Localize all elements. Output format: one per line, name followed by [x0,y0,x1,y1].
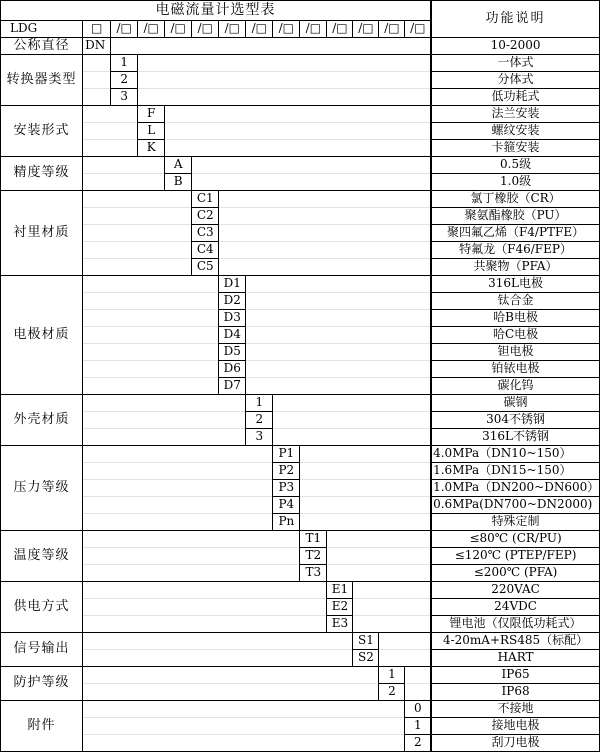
option-code-cell: 3 [246,429,273,446]
option-code-cell: T3 [300,565,327,582]
spacer-cell [83,735,405,752]
table-row [1,633,600,650]
section-label: 防护等级 [1,667,83,701]
option-description-cell: 氯丁橡胶（CR） [431,191,599,208]
table-row [1,718,600,735]
spacer-cell [83,89,111,106]
section-label: 压力等级 [1,446,83,531]
spacer-cell [83,565,300,582]
spacer-cell [138,55,431,72]
table-row [1,174,600,191]
model-code-slot: /□ [192,21,219,38]
model-prefix: LDG [1,21,83,38]
option-description-cell: 0.5级 [431,157,599,174]
table-row [1,225,600,242]
spacer-cell [379,633,431,650]
option-code-cell: K [138,140,165,157]
table-row [1,276,600,293]
option-description-cell: 聚氨酯橡胶（PU） [431,208,599,225]
model-code-slot: /□ [379,21,405,38]
option-code-cell: D3 [219,310,246,327]
option-description-cell: 法兰安装 [431,106,599,123]
spacer-cell [327,548,431,565]
spacer-cell [327,565,431,582]
option-code-cell: D7 [219,378,246,395]
page-title: 电磁流量计选型表 [155,1,276,18]
spacer-cell [219,242,431,259]
model-code-slot: /□ [165,21,192,38]
spacer-cell [83,582,327,599]
table-row [1,684,600,701]
spacer-cell [83,395,246,412]
table-row [1,412,600,429]
model-code-slot: /□ [219,21,246,38]
option-description-cell: 316L不锈钢 [431,429,599,446]
table-row [1,208,600,225]
spacer-cell [83,293,219,310]
option-code-cell: P1 [273,446,300,463]
table-row [1,293,600,310]
option-code-cell: E1 [327,582,353,599]
option-code-cell: P4 [273,497,300,514]
option-code-cell: 3 [111,89,138,106]
spacer-cell [165,140,431,157]
model-code-slot: /□ [405,21,431,38]
spacer-cell [83,259,192,276]
table-row [1,395,600,412]
spacer-cell [83,463,273,480]
table-row [1,361,600,378]
option-description-cell: 不接地 [431,701,599,718]
section-label: 温度等级 [1,531,83,582]
spacer-cell [83,429,246,446]
model-code-slot: /□ [138,21,165,38]
spacer-cell [405,667,431,684]
spacer-cell [83,650,353,667]
table-row [1,480,600,497]
option-code-cell: F [138,106,165,123]
section-label: 公称直径 [1,38,83,55]
spacer-cell [246,378,431,395]
table-row [1,531,600,548]
spacer-cell [83,55,111,72]
option-code-cell: S2 [353,650,379,667]
spacer-cell [219,225,431,242]
option-code-cell: L [138,123,165,140]
option-code-cell: C4 [192,242,219,259]
spacer-cell [138,89,431,106]
option-description-cell: IP65 [431,667,599,684]
option-code-cell: B [165,174,192,191]
model-code-box: □ [83,21,111,38]
table-row [1,582,600,599]
option-code-cell: D2 [219,293,246,310]
table-row [1,463,600,480]
table-row [1,89,600,106]
section-label: 转换器类型 [1,55,83,106]
spacer-cell [246,361,431,378]
spacer-cell [165,123,431,140]
option-description-cell: 220VAC [431,582,599,599]
spacer-cell [405,684,431,701]
table-row [1,327,600,344]
spacer-cell [83,412,246,429]
spacer-cell [83,140,138,157]
section-label: 电极材质 [1,276,83,395]
table-row [1,140,600,157]
spacer-cell [219,191,431,208]
option-code-cell: 2 [405,735,431,752]
option-code-cell: 2 [111,72,138,89]
option-code-cell: 2 [246,412,273,429]
option-description-cell: 接地电极 [431,718,599,735]
option-description-cell: 1.0MPa（DN200~DN600） [431,480,599,497]
spacer-cell [83,684,379,701]
option-code-cell: D6 [219,361,246,378]
section-label: 安装形式 [1,106,83,157]
spacer-cell [83,72,111,89]
option-code-cell: C1 [192,191,219,208]
table-row [1,599,600,616]
table-row [1,446,600,463]
spacer-cell [83,191,192,208]
spacer-cell [83,701,405,718]
section-label: 供电方式 [1,582,83,633]
option-code-cell: E2 [327,599,353,616]
option-description-cell: ≤80℃ (CR/PU) [431,531,599,548]
table-row [1,191,600,208]
option-code-cell: Pn [273,514,300,531]
table-row [1,548,600,565]
option-description-cell: 0.6MPa(DN700~DN2000) [431,497,599,514]
spacer-cell [300,446,431,463]
spacer-cell [246,276,431,293]
spacer-cell [111,38,431,55]
option-description-cell: 304不锈钢 [431,412,599,429]
spacer-cell [300,463,431,480]
option-description-cell: 1.0级 [431,174,599,191]
spacer-cell [300,497,431,514]
option-description-cell: 螺纹安装 [431,123,599,140]
option-description-cell: 哈B电极 [431,310,599,327]
option-code-cell: A [165,157,192,174]
option-description-cell: 10-2000 [431,38,599,55]
spacer-cell [300,514,431,531]
model-code-slot: /□ [273,21,300,38]
section-label: 衬里材质 [1,191,83,276]
option-description-cell: 聚四氟乙烯（F4/PTFE） [431,225,599,242]
option-description-cell: 锂电池（仅限低功耗式） [431,616,599,633]
spacer-cell [353,616,431,633]
spacer-cell [83,548,300,565]
spacer-cell [83,633,353,650]
section-label: 信号输出 [1,633,83,667]
spacer-cell [83,327,219,344]
table-row [1,735,600,752]
option-description-cell: 316L电极 [431,276,599,293]
option-code-cell: 1 [246,395,273,412]
spacer-cell [138,72,431,89]
spacer-cell [192,157,431,174]
option-code-cell: C2 [192,208,219,225]
option-description-cell: ≤120℃ (PTEP/FEP) [431,548,599,565]
option-description-cell: 一体式 [431,55,599,72]
table-row [1,242,600,259]
spacer-cell [83,361,219,378]
option-code-cell: S1 [353,633,379,650]
function-description-header: 功能说明 [431,1,599,38]
spacer-cell [83,446,273,463]
section-label: 外壳材质 [1,395,83,446]
option-code-cell: P2 [273,463,300,480]
section-label: 附件 [1,701,83,752]
spacer-cell [83,344,219,361]
option-description-cell: HART [431,650,599,667]
spacer-cell [83,667,379,684]
option-code-cell: C3 [192,225,219,242]
table-row [1,157,600,174]
spacer-cell [83,531,300,548]
option-description-cell: 碳化钨 [431,378,599,395]
table-row [1,429,600,446]
option-description-cell: 刮刀电极 [431,735,599,752]
table-row [1,497,600,514]
model-code-slot: /□ [300,21,327,38]
spacer-cell [246,310,431,327]
option-description-cell: 4-20mA+RS485（标配） [431,633,599,650]
option-description-cell: 碳钢 [431,395,599,412]
spacer-cell [165,106,431,123]
option-description-cell: IP68 [431,684,599,701]
model-code-slot: /□ [111,21,138,38]
model-code-slot: /□ [327,21,353,38]
spacer-cell [379,650,431,667]
option-description-cell: 特氟龙（F46/FEP） [431,242,599,259]
option-description-cell: 24VDC [431,599,599,616]
option-code-cell: D1 [219,276,246,293]
spacer-cell [246,344,431,361]
spacer-cell [83,497,273,514]
spacer-cell [83,514,273,531]
option-code-cell: 0 [405,701,431,718]
option-description-cell: 低功耗式 [431,89,599,106]
spacer-cell [300,480,431,497]
spacer-cell [246,293,431,310]
option-description-cell: ≤200℃ (PFA) [431,565,599,582]
option-code-cell: 1 [405,718,431,735]
table-row [1,514,600,531]
table-row [1,55,600,72]
spacer-cell [353,582,431,599]
option-code-cell: DN [83,38,111,55]
option-description-cell: 哈C电极 [431,327,599,344]
table-row [1,106,600,123]
table-row [1,616,600,633]
spacer-cell [83,599,327,616]
spacer-cell [83,616,327,633]
option-code-cell: 1 [111,55,138,72]
option-description-cell: 钛合金 [431,293,599,310]
option-code-cell: T1 [300,531,327,548]
option-code-cell: 2 [379,684,405,701]
section-label: 精度等级 [1,157,83,191]
model-code-slot: /□ [246,21,273,38]
option-description-cell: 钽电极 [431,344,599,361]
table-row [1,565,600,582]
spacer-cell [83,310,219,327]
option-description-cell: 特殊定制 [431,514,599,531]
table-row [1,344,600,361]
spacer-cell [219,208,431,225]
option-code-cell: D5 [219,344,246,361]
option-code-cell: T2 [300,548,327,565]
spacer-cell [83,157,165,174]
table-row [1,310,600,327]
model-code-slot: /□ [353,21,379,38]
spacer-cell [83,480,273,497]
spacer-cell [83,208,192,225]
table-row [1,123,600,140]
spacer-cell [83,225,192,242]
spacer-cell [273,429,431,446]
table-row [1,378,600,395]
spacer-cell [327,531,431,548]
spacer-cell [83,106,138,123]
option-description-cell: 共聚物（PFA） [431,259,599,276]
spacer-cell [83,718,405,735]
option-code-cell: D4 [219,327,246,344]
table-row [1,650,600,667]
option-description-cell: 卡箍安装 [431,140,599,157]
spacer-cell [83,242,192,259]
option-code-cell: P3 [273,480,300,497]
spacer-cell [192,174,431,191]
spacer-cell [273,395,431,412]
spacer-cell [83,378,219,395]
spacer-cell [353,599,431,616]
option-description-cell: 分体式 [431,72,599,89]
option-code-cell: E3 [327,616,353,633]
spacer-cell [83,174,165,191]
option-description-cell: 1.6MPa（DN15~150） [431,463,599,480]
spacer-cell [83,276,219,293]
table-row [1,38,600,55]
table-row [1,701,600,718]
spacer-cell [246,327,431,344]
table-row [1,667,600,684]
option-code-cell: 1 [379,667,405,684]
option-description-cell: 铂铱电极 [431,361,599,378]
option-code-cell: C5 [192,259,219,276]
table-row [1,72,600,89]
spacer-cell [83,123,138,140]
header-row [1,1,600,21]
spacer-cell [273,412,431,429]
option-description-cell: 4.0MPa（DN10~150） [431,446,599,463]
spacer-cell [219,259,431,276]
table-row [1,259,600,276]
